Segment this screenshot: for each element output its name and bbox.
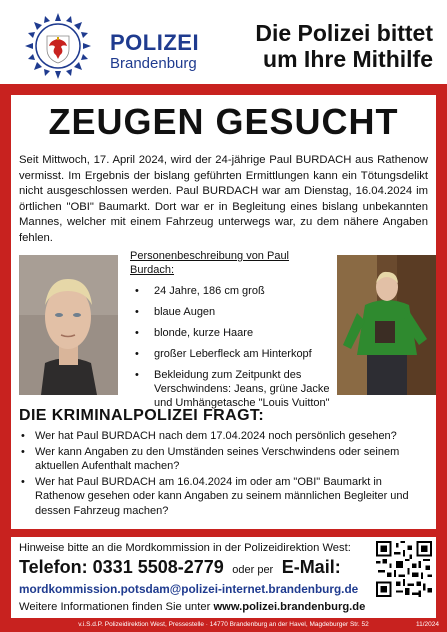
question-item: • Wer hat Paul BURDACH am 16.04.2024 im oder am "OBI" Baumarkt in Rathenow gesehen oder kann Angaben zu seinem männlichen Begleiter und dessen Fahrzeug machen? — [19, 475, 431, 519]
description-item: • 24 Jahre, 186 cm groß — [130, 284, 330, 298]
header-title-line1: Die Polizei bittet — [255, 20, 433, 46]
kripo-heading: DIE KRIMINALPOLIZEI FRAGT: — [19, 407, 265, 424]
description-list — [130, 284, 330, 410]
phone-number[interactable]: Telefon: 0331 5508-2779 — [19, 557, 224, 577]
phone-or-label: oder per — [232, 564, 274, 576]
description-item: • blaue Augen — [130, 305, 330, 319]
header-title — [203, 20, 433, 72]
contact-panel — [11, 537, 436, 618]
question-item: • Wer kann Angaben zu den Umständen seines Verschwindens oder seinem aktuellen Aufenthalt machen? — [19, 445, 431, 474]
email-link[interactable]: mordkommission.potsdam@polizei-internet.brandenburg.de — [19, 582, 359, 596]
qr-code-icon[interactable] — [376, 541, 432, 597]
intro-paragraph: Seit Mittwoch, 17. April 2024, wird der 24-jährige Paul BURDACH aus Rathenow vermisst. Im Ergebnis der bislang geführten Ermittlungen kann ein Tötungsdelikt nicht ausgeschlossen werden. Paul BURDACH war am Dienstag, 16.04.2024 im örtlichen "OBI" Baumarkt. Dort war er in Begleitung eines bislang unbekannten Mannes, welcher mit einem Fahrzeug unterwegs war, zu dem nähere Angaben fehlen. — [19, 154, 428, 244]
phone-line — [19, 557, 341, 578]
headline: ZEUGEN GESUCHT — [48, 101, 399, 142]
content-panel — [11, 95, 436, 529]
description-item: • Bekleidung zum Zeitpunkt des Verschwindens: Jeans, grüne Jacke und Umhängetasche "Louis Vuitton" — [130, 368, 330, 410]
website-link[interactable]: www.polizei.brandenburg.de — [213, 601, 366, 613]
brandenburg-wordmark: Brandenburg — [110, 55, 197, 72]
imprint-text: v.i.S.d.P. Polizeidirektion West, Pressestelle · 14770 Brandenburg an der Havel, Magdeburger Str. 52 — [78, 621, 369, 628]
more-info-text: Weitere Informationen finden Sie unter — [19, 601, 211, 613]
description-item: • großer Leberfleck am Hinterkopf — [130, 347, 330, 361]
more-info-line — [19, 601, 365, 613]
full-body-photo-image — [337, 255, 436, 395]
contact-intro: Hinweise bitte an die Mordkommission in der Polizeidirektion West: — [19, 542, 351, 554]
brandenburg-eagle-crest-icon — [24, 12, 92, 80]
portrait-photo-image — [19, 255, 118, 395]
issue-number: 11/2024 — [415, 621, 439, 628]
header — [0, 0, 447, 84]
portrait-photo — [19, 255, 118, 395]
email-label: E-Mail: — [281, 557, 341, 577]
header-title-line2: um Ihre Mithilfe — [263, 46, 433, 72]
full-body-photo — [337, 255, 436, 395]
questions-list — [19, 429, 431, 520]
question-item: • Wer hat Paul BURDACH nach dem 17.04.2024 noch persönlich gesehen? — [19, 429, 431, 444]
description-heading: Personenbeschreibung von Paul Burdach: — [130, 250, 290, 276]
description-item: • blonde, kurze Haare — [130, 326, 330, 340]
polizei-wordmark: POLIZEI — [110, 30, 200, 55]
footer — [0, 620, 447, 632]
person-description — [130, 249, 330, 410]
